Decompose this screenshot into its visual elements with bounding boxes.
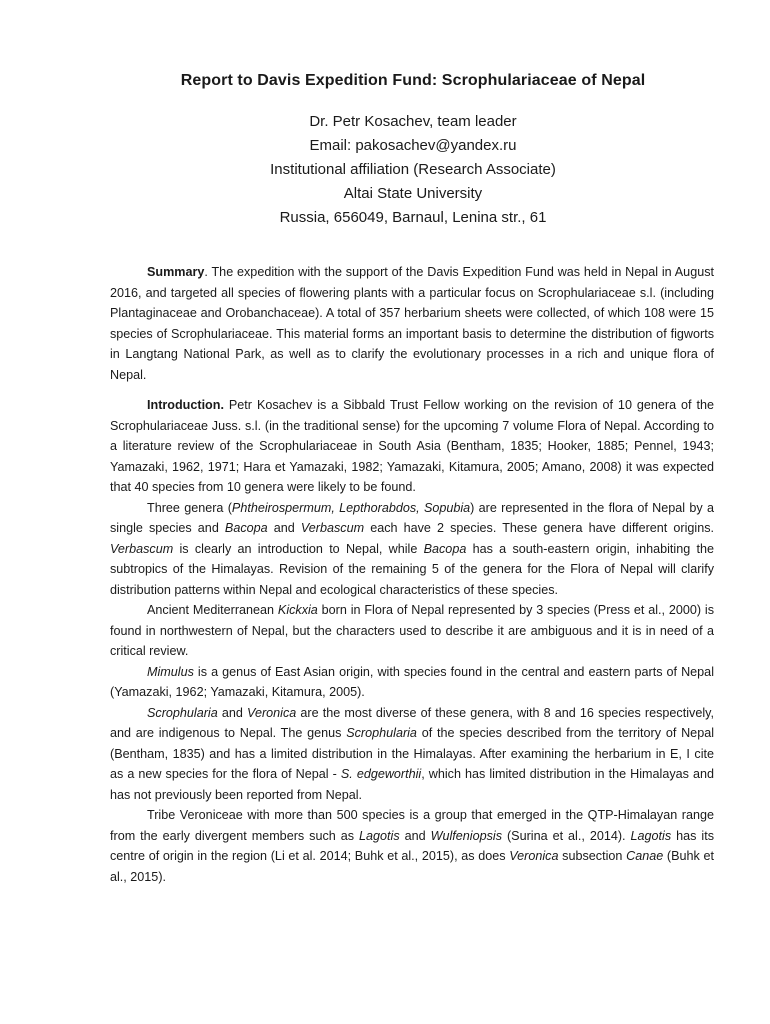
text-run: of the species described from the territory of Nepal (Bentham, 1835) and has a limited distribution in the Himalayas. After examining the herbarium in E, I cite as a new species for the flora of Nepal -: [110, 726, 714, 781]
italic-taxon: Wulfeniopsis: [430, 828, 503, 843]
italic-taxon: Veronica: [247, 705, 297, 720]
author-email: Email: pakosachev@yandex.ru: [309, 137, 517, 154]
text-run: has its centre of origin in the region (Li et al. 2014; Buhk et al., 2015), as does: [110, 828, 714, 863]
italic-taxon: Verbascum: [110, 541, 174, 556]
italic-taxon: Bacopa: [224, 521, 268, 535]
introduction-paragraph: [110, 395, 714, 498]
italic-taxon: Lagotis: [359, 828, 400, 843]
text-run: Ancient Mediterranean: [147, 603, 278, 617]
italic-taxon: Veronica: [509, 849, 559, 863]
italic-taxon: Bacopa: [423, 541, 467, 556]
summary-paragraph: [110, 262, 714, 385]
summary-text: . The expedition with the support of the Davis Expedition Fund was held in Nepal in August 2016, and targeted all species of flowering plants with a particular focus on Scrophulariaceae s.l. (including Plantaginaceae and Orobanchaceae). A total of 357 herbarium sheets were collected, of which 108 were 15 species of Scrophulariaceae. This material forms an important basis to determine the distribution of figworts in Langtang National Park, as well as to clarify the evolutionary processes in a rich and unique flora of Nepal.: [110, 265, 714, 382]
text-run: Three genera (: [147, 500, 232, 515]
author-address: Russia, 656049, Barnaul, Lenina str., 61: [279, 209, 547, 226]
text-run: (Buhk et al., 2015).: [110, 849, 714, 884]
italic-taxon: Canae: [626, 849, 664, 863]
italic-taxon: Lagotis: [630, 828, 672, 843]
author-affiliation: Institutional affiliation (Research Associate): [270, 161, 556, 178]
text-run: and: [217, 705, 248, 720]
scrophularia-paragraph: [110, 703, 714, 806]
text-run: and: [399, 828, 431, 843]
text-run: , which has limited distribution in the Himalayas and has not previously been reported from Nepal.: [110, 767, 714, 802]
text-run: Tribe Veroniceae with more than 500 species is a group that emerged in the QTP-Himalayan range from the early divergent members such as: [110, 808, 714, 843]
text-run: are the most diverse of these genera, with 8 and 16 species respectively, and are indigenous to Nepal. The genus: [110, 705, 714, 740]
mimulus-paragraph: [110, 662, 714, 703]
text-run: and: [267, 521, 301, 535]
three-genera-paragraph: [110, 498, 714, 601]
text-run: is a genus of East Asian origin, with species found in the central and eastern parts of Nepal (Yamazaki, 1962; Yamazaki, Kitamura, 2005).: [110, 664, 714, 699]
italic-taxon: Scrophularia: [346, 726, 417, 740]
italic-taxon: Phtheirospermum, Lepthorabdos, Sopubia: [231, 500, 471, 515]
italic-taxon: Verbascum: [300, 521, 365, 535]
veroniceae-paragraph: [110, 805, 714, 887]
text-run: ) are represented in the flora of Nepal by a single species and: [110, 500, 714, 535]
author-info: [0, 110, 770, 230]
document-title: Report to Davis Expedition Fund: Scrophulariaceae of Nepal: [180, 72, 646, 89]
italic-taxon: Scrophularia: [147, 705, 218, 720]
author-name: Dr. Petr Kosachev, team leader: [309, 113, 517, 130]
author-university: Altai State University: [343, 185, 483, 202]
italic-taxon: S. edgeworthii: [340, 767, 422, 781]
text-run: each have 2 species. These genera have different origins.: [364, 521, 714, 535]
text-run: (Surina et al., 2014).: [502, 828, 631, 843]
report-body: [110, 262, 714, 887]
kickxia-paragraph: [110, 600, 714, 662]
text-run: subsection: [558, 849, 627, 863]
text-run: born in Flora of Nepal represented by 3 species (Press et al., 2000) is found in northwestern of Nepal, but the characters used to describe it are ambiguous and it is in need of a critical review.: [110, 603, 714, 658]
italic-taxon: Mimulus: [147, 664, 194, 679]
summary-heading: Summary: [147, 265, 205, 279]
text-run: is clearly an introduction to Nepal, while: [173, 541, 424, 556]
introduction-heading: Introduction.: [147, 398, 224, 412]
text-run: has a south-eastern origin, inhabiting the subtropics of the Himalayas. Revision of the remaining 5 of the genera for the Flora of Nepal will clarify distribution patterns within Nepal and ecological characteristics of these species.: [110, 541, 714, 597]
introduction-text: Petr Kosachev is a Sibbald Trust Fellow working on the revision of 10 genera of the Scrophulariaceae Juss. s.l. (in the traditional sense) for the upcoming 7 volume Flora of Nepal. According to a literature review of the Scrophulariaceae in South Asia (Bentham, 1835; Hooker, 1885; Pennel, 1943; Yamazaki, 1962, 1971; Hara et Yamazaki, 1982; Yamazaki, Kitamura, 2005; Amano, 2008) it was expected that 40 species from 10 genera were likely to be found.: [110, 398, 714, 494]
italic-taxon: Kickxia: [277, 603, 318, 617]
